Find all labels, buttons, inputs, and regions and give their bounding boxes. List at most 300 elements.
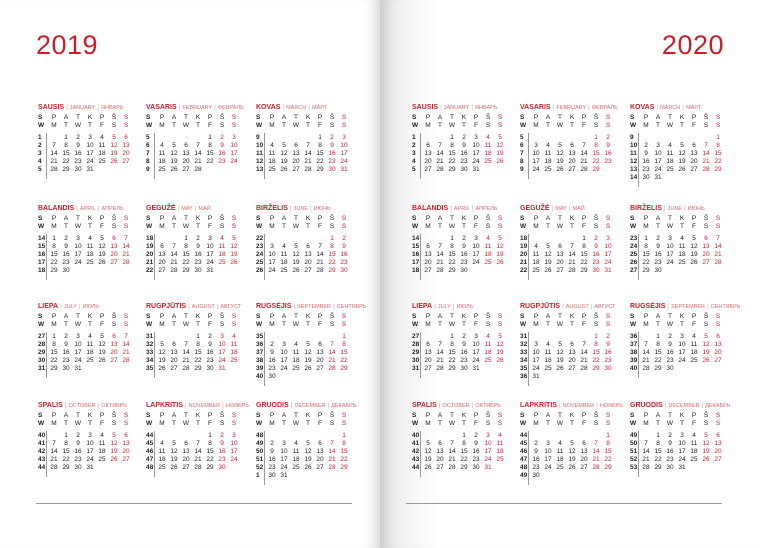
day-number: 9 xyxy=(668,341,672,348)
weekday-header: Š xyxy=(329,114,335,121)
day-number: 23 xyxy=(194,259,202,266)
week-header: S xyxy=(38,114,43,121)
week-number: 49 xyxy=(256,440,264,447)
day-number: 5 xyxy=(498,333,502,340)
day-number: 25 xyxy=(268,166,276,173)
weekday-header: S xyxy=(497,313,503,320)
week-number: 31 xyxy=(520,333,528,340)
day-number: 21 xyxy=(316,259,324,266)
month-title xyxy=(412,104,497,112)
weekday-header: Š xyxy=(111,215,117,222)
day-number: 24 xyxy=(230,158,238,165)
day-number: 31 xyxy=(340,166,348,173)
day-number: 25 xyxy=(158,166,166,173)
day-number: 21 xyxy=(182,357,190,364)
week-header: W xyxy=(630,321,637,328)
day-number: 20 xyxy=(424,357,432,364)
week-number: 52 xyxy=(630,456,638,463)
day-number: 18 xyxy=(484,349,492,356)
day-number: 5 xyxy=(100,333,104,340)
weekday-header: T xyxy=(668,215,672,222)
day-number: 23 xyxy=(460,357,468,364)
week-header: S xyxy=(38,412,43,419)
day-number: 16 xyxy=(194,251,202,258)
month-title xyxy=(630,205,705,213)
weekday-header: P xyxy=(473,412,479,419)
weekday-header: F xyxy=(582,223,586,230)
week-number: 18 xyxy=(520,235,528,242)
day-number: 31 xyxy=(532,373,540,380)
day-number: 19 xyxy=(280,158,288,165)
separator: | xyxy=(664,402,667,409)
week-header: W xyxy=(630,420,637,427)
day-number: 4 xyxy=(220,235,224,242)
month-name: BIRŽELIS xyxy=(630,205,662,212)
day-number: 4 xyxy=(160,440,164,447)
day-number: 29 xyxy=(448,166,456,173)
day-number: 22 xyxy=(580,259,588,266)
weekday-header: T xyxy=(306,223,310,230)
day-number: 5 xyxy=(172,440,176,447)
weekday-header: F xyxy=(692,223,696,230)
day-number: 12 xyxy=(496,142,504,149)
day-number: 22 xyxy=(654,456,662,463)
month-block xyxy=(256,205,360,295)
day-number: 23 xyxy=(460,158,468,165)
day-number: 25 xyxy=(496,456,504,463)
weekday-header: A xyxy=(545,215,551,222)
weekday-header: P xyxy=(473,313,479,320)
weekday-header: P xyxy=(533,412,539,419)
separator: | xyxy=(590,303,593,310)
day-number: 12 xyxy=(304,349,312,356)
day-number: 17 xyxy=(472,150,480,157)
day-number: 29 xyxy=(182,267,190,274)
day-number: 22 xyxy=(50,357,58,364)
day-number: 16 xyxy=(206,349,214,356)
day-number: 18 xyxy=(280,259,288,266)
weekday-header: F xyxy=(100,223,104,230)
weekday-header: W xyxy=(74,420,82,427)
weekday-header: K xyxy=(195,412,201,419)
week-number: 5 xyxy=(146,134,150,141)
weekday-header: P xyxy=(317,114,323,121)
day-number: 10 xyxy=(86,440,94,447)
day-number: 3 xyxy=(534,142,538,149)
day-number: 28 xyxy=(194,464,202,471)
weekday-header: M xyxy=(51,122,57,129)
week-header: W xyxy=(256,321,263,328)
weekday-header: K xyxy=(195,313,201,320)
weekday-header: M xyxy=(425,420,431,427)
separator: | xyxy=(178,104,181,111)
day-number: 13 xyxy=(714,440,722,447)
day-number: 6 xyxy=(426,243,430,250)
day-number: 29 xyxy=(194,365,202,372)
week-header: W xyxy=(256,420,263,427)
day-number: 20 xyxy=(714,448,722,455)
day-number: 9 xyxy=(270,448,274,455)
week-header: S xyxy=(256,215,261,222)
weekday-header: S xyxy=(497,215,503,222)
weekday-header: T xyxy=(196,122,200,129)
day-number: 1 xyxy=(606,432,610,439)
day-number: 18 xyxy=(666,158,674,165)
month-block xyxy=(38,104,142,194)
day-number: 21 xyxy=(50,158,58,165)
month-block xyxy=(520,205,624,295)
day-number: 10 xyxy=(472,341,480,348)
weekday-header: T xyxy=(88,321,92,328)
weekday-header: P xyxy=(425,313,431,320)
day-number: 8 xyxy=(208,142,212,149)
week-header: S xyxy=(146,313,151,320)
weekday-header: S xyxy=(341,321,347,328)
weekday-header: F xyxy=(318,420,322,427)
week-number: 26 xyxy=(630,259,638,266)
day-number: 7 xyxy=(450,440,454,447)
day-number: 3 xyxy=(474,235,478,242)
day-number: 30 xyxy=(74,166,82,173)
day-number: 30 xyxy=(666,365,674,372)
weekday-header: M xyxy=(533,321,539,328)
separator: | xyxy=(682,104,684,111)
weekday-header: W xyxy=(556,420,564,427)
week-number: 12 xyxy=(256,158,264,165)
weekday-header: S xyxy=(123,122,129,129)
week-number: 31 xyxy=(146,333,154,340)
day-number: 17 xyxy=(280,357,288,364)
weekday-header: T xyxy=(76,215,80,222)
day-number: 8 xyxy=(184,243,188,250)
week-column-divider xyxy=(264,133,265,179)
weekday-header: T xyxy=(680,223,684,230)
week-number: 23 xyxy=(256,243,264,250)
month-title xyxy=(256,104,327,112)
day-number: 26 xyxy=(690,259,698,266)
day-number: 11 xyxy=(292,349,300,356)
weekday-header: T xyxy=(656,420,660,427)
day-number: 19 xyxy=(304,456,312,463)
day-number: 30 xyxy=(460,267,468,274)
month-title xyxy=(256,303,366,311)
day-number: 6 xyxy=(318,440,322,447)
day-number: 23 xyxy=(218,158,226,165)
week-number: 26 xyxy=(256,267,264,274)
day-number: 13 xyxy=(158,251,166,258)
weekday-header: S xyxy=(219,223,225,230)
day-number: 28 xyxy=(50,464,58,471)
day-number: 24 xyxy=(280,365,288,372)
weekday-header: W xyxy=(74,321,82,328)
day-number: 15 xyxy=(206,448,214,455)
week-header: S xyxy=(256,114,261,121)
weekday-header: T xyxy=(438,122,442,129)
month-name: RUGSĖJIS xyxy=(630,303,666,310)
week-number: 32 xyxy=(146,341,154,348)
day-number: 24 xyxy=(340,158,348,165)
week-number: 31 xyxy=(412,365,420,372)
day-number: 20 xyxy=(316,456,324,463)
weekday-header: S xyxy=(219,122,225,129)
weekday-header: A xyxy=(655,114,661,121)
day-number: 22 xyxy=(194,357,202,364)
day-number: 2 xyxy=(330,134,334,141)
day-number: 8 xyxy=(342,341,346,348)
week-header: S xyxy=(412,114,417,121)
weekday-header: S xyxy=(703,223,709,230)
month-block xyxy=(146,205,250,295)
weekday-header: A xyxy=(437,412,443,419)
day-number: 25 xyxy=(690,456,698,463)
day-number: 25 xyxy=(678,259,686,266)
day-number: 15 xyxy=(340,349,348,356)
week-number: 45 xyxy=(520,440,528,447)
day-number: 18 xyxy=(544,357,552,364)
weekday-header: P xyxy=(317,313,323,320)
day-number: 1 xyxy=(318,134,322,141)
day-number: 12 xyxy=(280,150,288,157)
day-number: 21 xyxy=(170,259,178,266)
separator: | xyxy=(551,205,554,212)
day-number: 5 xyxy=(294,243,298,250)
week-number: 49 xyxy=(630,432,638,439)
day-number: 30 xyxy=(62,267,70,274)
day-number: 10 xyxy=(74,243,82,250)
weekday-header: S xyxy=(485,420,491,427)
month-name-ru: СЕНТЯБРЬ xyxy=(336,304,367,310)
weekday-header: T xyxy=(558,412,562,419)
weekday-header: T xyxy=(462,223,466,230)
day-number: 21 xyxy=(702,158,710,165)
week-number: 18 xyxy=(38,267,46,274)
day-number: 25 xyxy=(484,357,492,364)
week-number: 50 xyxy=(256,448,264,455)
day-number: 20 xyxy=(182,158,190,165)
day-number: 27 xyxy=(436,464,444,471)
separator: | xyxy=(452,303,455,310)
month-name-en: FEBRUARY xyxy=(556,105,587,111)
day-number: 18 xyxy=(484,251,492,258)
weekday-header: T xyxy=(668,412,672,419)
weekday-header: M xyxy=(643,321,649,328)
day-number: 11 xyxy=(544,150,552,157)
month-title xyxy=(146,104,244,112)
day-number: 28 xyxy=(592,464,600,471)
day-number: 7 xyxy=(318,243,322,250)
day-number: 28 xyxy=(316,267,324,274)
weekday-header: M xyxy=(159,223,165,230)
weekday-header: F xyxy=(100,122,104,129)
week-header: S xyxy=(520,412,525,419)
week-column-divider xyxy=(420,332,421,378)
month-name-ru: МАРТ xyxy=(311,105,327,111)
day-number: 31 xyxy=(86,464,94,471)
month-title xyxy=(146,402,249,410)
separator: | xyxy=(327,402,330,409)
day-number: 2 xyxy=(534,440,538,447)
day-number: 16 xyxy=(268,357,276,364)
weekday-header: T xyxy=(172,223,176,230)
weekday-header: W xyxy=(292,420,300,427)
day-number: 8 xyxy=(330,243,334,250)
separator: | xyxy=(558,402,561,409)
day-number: 7 xyxy=(582,142,586,149)
month-name: LAPKRITIS xyxy=(146,402,183,409)
weekday-header: T xyxy=(450,313,454,320)
weekday-header: S xyxy=(111,321,117,328)
day-number: 29 xyxy=(448,267,456,274)
day-number: 24 xyxy=(218,357,226,364)
day-number: 16 xyxy=(654,251,662,258)
day-number: 3 xyxy=(76,235,80,242)
day-number: 9 xyxy=(656,243,660,250)
day-number: 25 xyxy=(158,464,166,471)
day-number: 11 xyxy=(484,243,492,250)
day-number: 15 xyxy=(460,448,468,455)
day-number: 13 xyxy=(122,440,130,447)
weekday-header: A xyxy=(437,215,443,222)
day-number: 10 xyxy=(218,341,226,348)
day-number: 14 xyxy=(328,349,336,356)
month-title xyxy=(520,104,618,112)
day-number: 26 xyxy=(292,267,300,274)
month-name: VASARIS xyxy=(520,104,551,111)
weekday-header: W xyxy=(74,122,82,129)
week-header: S xyxy=(412,313,417,320)
day-number: 19 xyxy=(690,251,698,258)
weekday-header: S xyxy=(329,420,335,427)
day-number: 25 xyxy=(666,166,674,173)
day-number: 18 xyxy=(98,448,106,455)
week-header: W xyxy=(630,223,637,230)
month-name: RUGSĖJIS xyxy=(256,303,292,310)
day-number: 24 xyxy=(472,357,480,364)
weekday-header: P xyxy=(581,313,587,320)
day-number: 10 xyxy=(532,150,540,157)
week-number: 4 xyxy=(38,158,42,165)
day-number: 27 xyxy=(316,464,324,471)
weekday-header: A xyxy=(171,412,177,419)
day-number: 8 xyxy=(196,341,200,348)
month-block xyxy=(256,104,360,194)
weekday-header: T xyxy=(570,321,574,328)
month-name-ru: НОЯБРЬ xyxy=(225,403,249,409)
weekday-header: T xyxy=(172,122,176,129)
month-name-ru: ДЕКАБРЬ xyxy=(705,403,731,409)
day-number: 20 xyxy=(424,158,432,165)
day-number: 19 xyxy=(170,456,178,463)
day-number: 28 xyxy=(122,357,130,364)
day-number: 29 xyxy=(460,464,468,471)
month-name-ru: АПРЕЛЬ xyxy=(101,206,124,212)
weekday-header: S xyxy=(231,313,237,320)
day-number: 29 xyxy=(62,166,70,173)
day-number: 30 xyxy=(218,464,226,471)
day-number: 14 xyxy=(436,150,444,157)
day-number: 30 xyxy=(268,373,276,380)
day-number: 1 xyxy=(196,333,200,340)
day-number: 25 xyxy=(544,365,552,372)
day-number: 12 xyxy=(690,243,698,250)
day-number: 27 xyxy=(182,464,190,471)
weekday-header: K xyxy=(87,215,93,222)
separator: | xyxy=(309,205,312,212)
day-number: 27 xyxy=(182,166,190,173)
day-number: 21 xyxy=(328,357,336,364)
weekday-header: Š xyxy=(329,215,335,222)
day-number: 27 xyxy=(424,267,432,274)
separator: | xyxy=(471,104,474,111)
week-number: 44 xyxy=(38,464,46,471)
day-number: 9 xyxy=(462,341,466,348)
day-number: 14 xyxy=(50,150,58,157)
day-number: 24 xyxy=(544,464,552,471)
weekday-header: T xyxy=(438,420,442,427)
day-number: 25 xyxy=(86,357,94,364)
week-number: 13 xyxy=(630,166,638,173)
day-number: 22 xyxy=(448,158,456,165)
day-number: 11 xyxy=(532,251,540,258)
month-name-en: MARCH xyxy=(286,105,307,111)
day-number: 14 xyxy=(642,448,650,455)
day-number: 3 xyxy=(342,134,346,141)
weekday-header: S xyxy=(715,215,721,222)
weekday-header: P xyxy=(643,215,649,222)
day-number: 15 xyxy=(642,251,650,258)
day-number: 13 xyxy=(304,251,312,258)
week-number: 40 xyxy=(256,373,264,380)
month-name-en: DECEMBER xyxy=(668,403,700,409)
week-column-divider xyxy=(154,431,155,477)
day-number: 19 xyxy=(424,456,432,463)
day-number: 20 xyxy=(568,158,576,165)
day-number: 4 xyxy=(692,432,696,439)
weekday-header: P xyxy=(581,412,587,419)
weekday-header: Š xyxy=(485,215,491,222)
week-number: 18 xyxy=(146,235,154,242)
day-number: 30 xyxy=(642,174,650,181)
weekday-header: S xyxy=(219,420,225,427)
day-number: 26 xyxy=(556,166,564,173)
week-number: 33 xyxy=(520,349,528,356)
month-name-ru: ИЮНЬ xyxy=(313,206,331,212)
day-number: 2 xyxy=(220,134,224,141)
month-name: RUGPJŪTIS xyxy=(146,303,187,310)
weekday-header: F xyxy=(208,420,212,427)
day-number: 4 xyxy=(486,235,490,242)
weekday-header: F xyxy=(208,321,212,328)
weekday-header: M xyxy=(269,122,275,129)
day-number: 2 xyxy=(462,333,466,340)
week-number: 42 xyxy=(412,448,420,455)
day-number: 27 xyxy=(690,166,698,173)
weekday-header: F xyxy=(208,223,212,230)
day-number: 2 xyxy=(64,333,68,340)
day-number: 20 xyxy=(122,150,130,157)
day-number: 14 xyxy=(592,448,600,455)
weekday-header: W xyxy=(182,321,190,328)
weekday-header: S xyxy=(341,412,347,419)
weekday-header: S xyxy=(231,215,237,222)
month-name: LIEPA xyxy=(412,303,433,310)
weekday-header: A xyxy=(281,215,287,222)
month-block xyxy=(256,303,367,393)
weekday-header: F xyxy=(100,420,104,427)
day-number: 7 xyxy=(52,440,56,447)
week-column-divider xyxy=(264,234,265,280)
day-number: 19 xyxy=(496,349,504,356)
